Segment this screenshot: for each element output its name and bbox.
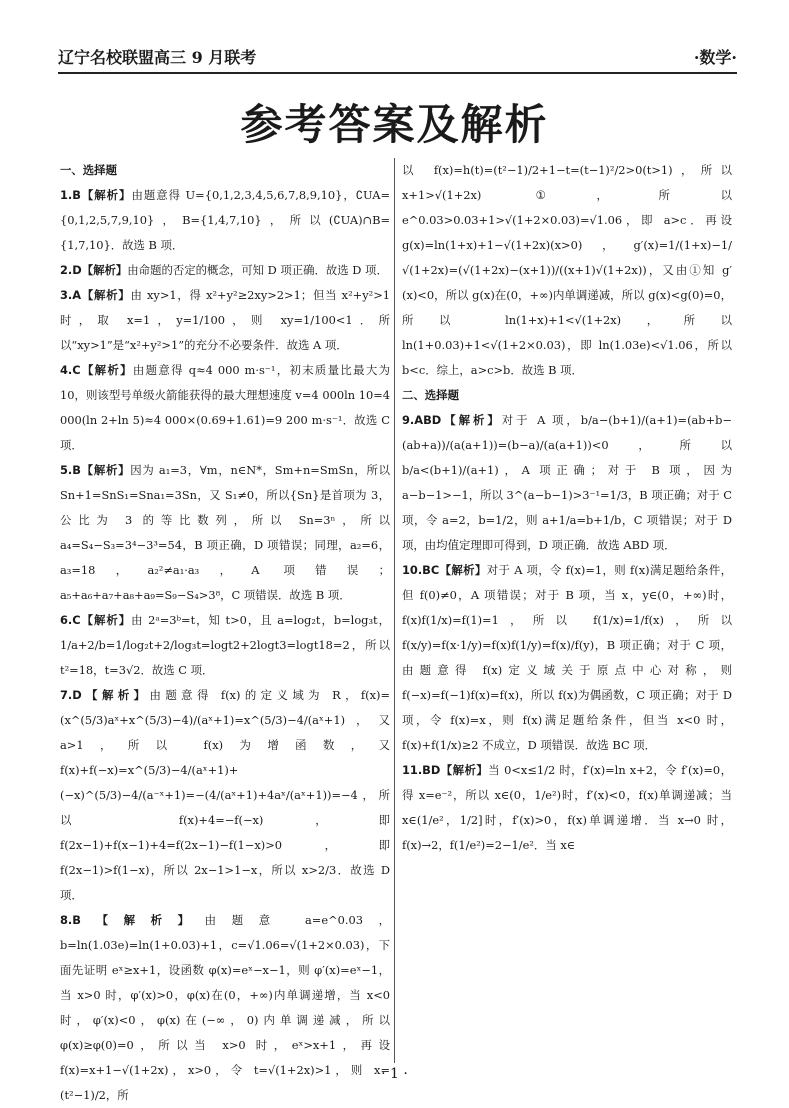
- answer-text: 以 f(x)=h(t)=(t²−1)/2+1−t=(t−1)²/2>0(t>1)，所以 x+1>√(1+2x) ①，所以 e^0.03>0.03+1>√(1+2×0.03)=√1.06，即 a>c．再设 g(x)=ln(1+x)+1−√(1+2x)(x>0)，g′(x)=1/(1+x)−1/√(1+2x)=(√(1+2x)−(x+1))/((x+1)√(1+2x))，又由①知 g′(x)<0，所以 g(x)在(0，+∞)内单调递减，所以 g(x)<g(0)=0，所以 ln(1+x)+1<√(1+2x)，所以 ln(1+0.03)+1<√(1+2×0.03)，即 ln(1.03e)<√1.06，所以 b<c．综上，a>c>b．故选 B 项．: [402, 163, 732, 377]
- answer-number: 6.C【解析】: [60, 613, 132, 627]
- answer-text: 由题意 a=e^0.03，b=ln(1.03e)=ln(1+0.03)+1，c=√1.06=√(1+2×0.03)，下面先证明 eˣ≥x+1，设函数 φ(x)=eˣ−x−1，则 φ′(x)=eˣ−1，当 x>0 时，φ′(x)>0，φ(x)在(0，+∞)内单调递增，当 x<0 时，φ′(x)<0，φ(x)在(−∞，0)内单调递减，所以 φ(x)≥φ(0)=0，所以当 x>0 时，eˣ>x+1，再设 f(x)=x+1−√(1+2x)，x>0，令 t=√(1+2x)>1，则 x=(t²−1)/2，所: [60, 913, 391, 1102]
- answer-text: 对于 A 项，令 f(x)=1，则 f(x)满足题给条件，但 f(0)≠0，A 项错误；对于 B 项，当 x，y∈(0，+∞)时，f(x)f(1/x)=f(1)=1，所以 f(1/x)=1/f(x)，所以 f(x/y)=f(x·1/y)=f(x)f(1/y)=f(x)/f(y)，B 项正确；对于 C 项，由题意得 f(x)定义域关于原点中心对称，则 f(−x)=f(−1)f(x)=f(x)，所以 f(x)为偶函数，C 项正确；对于 D 项，令 f(x)=x，则 f(x)满足题给条件，但当 x<0 时，f(x)+f(1/x)≥2 不成立，D 项错误．故选 BC 项．: [402, 563, 732, 752]
- answer-item: [402, 408, 732, 558]
- answer-text: 对于 A 项，b/a−(b+1)/(a+1)=(ab+b−(ab+a))/(a(a+1))=(b−a)/(a(a+1))<0，所以 b/a<(b+1)/(a+1)，A 项正确；对于 B 项，因为 a−b−1>−1，所以 3^(a−b−1)>3⁻¹=1/3，B 项正确；对于 C 项，令 a=2，b=1/2，则 a+1/a=b+1/b，C 项错误；对于 D 项，由均值定理即可得到，D 项正确．故选 ABD 项．: [402, 413, 732, 552]
- answer-number: 4.C【解析】: [60, 363, 133, 377]
- answer-item: [60, 358, 390, 458]
- answer-number: 8.B【解析】: [60, 913, 205, 927]
- answer-text: 由命题的否定的概念，可知 D 项正确．故选 D 项．: [127, 263, 388, 277]
- answer-text: 因为 a₁=3，∀m，n∈N*，Sm+n=SmSn，所以 Sn+1=SnS₁=Sna₁=3Sn，又 S₁≠0，所以{Sn}是首项为 3，公比为 3 的等比数列，所以 Sn=3ⁿ，所以 a₄=S₄−S₃=3⁴−3³=54，B 项正确，D 项错误；同理，a₂=6，a₃=18，a₂²≠a₁·a₃，A 项错误；a₅+a₆+a₇+a₈+a₉=S₉−S₄>3⁸，C 项错误．故选 B 项．: [60, 463, 391, 602]
- answer-item: [60, 683, 390, 908]
- section-heading: 一、选择题: [60, 163, 117, 177]
- answer-number: 10.BC【解析】: [402, 563, 487, 577]
- answer-item: [60, 458, 390, 608]
- answer-text: 当 0<x≤1/2 时，f′(x)=ln x+2，令 f′(x)=0，得 x=e⁻²，所以 x∈(0，1/e²)时，f′(x)<0，f(x)单调递减；当 x∈(1/e²，1/2]时，f′(x)>0，f(x)单调递增．当 x→0 时，f(x)→2，f(1/e²)=2−1/e²．当 x∈: [402, 763, 732, 852]
- left-column: [60, 158, 390, 1108]
- answer-number: 11.BD【解析】: [402, 763, 489, 777]
- answer-item: [402, 758, 732, 858]
- answer-text: 由题意得 q≈4 000 m·s⁻¹，初末质量比最大为 10，则该型号单级火箭能获得的最大理想速度 v=4 000ln 10=4 000(ln 2+ln 5)≈4 000×(0.69+1.61)=9 200 m·s⁻¹．故选 C 项．: [60, 363, 390, 452]
- answer-item: [60, 283, 390, 358]
- header-subject: ·数学·: [693, 48, 737, 67]
- header-exam-name: 辽宁名校联盟高三 9 月联考: [58, 48, 257, 67]
- answer-item: [60, 183, 390, 258]
- page-number: · 1 ·: [381, 1066, 408, 1082]
- section-heading: 二、选择题: [402, 388, 459, 402]
- answer-item: [60, 258, 390, 283]
- answer-item: [60, 608, 390, 683]
- page-title: 参考答案及解析: [240, 100, 549, 149]
- answer-text: 由 2ᵃ=3ᵇ=t，知 t>0，且 a=log₂t，b=log₃t，1/a+2/b=1/log₂t+2/log₃t=logt2+2logt3=logt18=2，所以 t²=18，t=3√2．故选 C 项．: [60, 613, 390, 677]
- answer-number: 7.D【解析】: [60, 688, 150, 702]
- answer-number: 5.B【解析】: [60, 463, 131, 477]
- answer-number: 9.ABD【解析】: [402, 413, 502, 427]
- answer-number: 3.A【解析】: [60, 288, 131, 302]
- answer-text: 由题意得 f(x)的定义域为 R，f(x)=(x^(5/3)aˣ+x^(5/3)−4)/(aˣ+1)=x^(5/3)−4/(aˣ+1)，又 a>1，所以 f(x)为增函数，又 f(x)+f(−x)=x^(5/3)−4/(aˣ+1)+(−x)^(5/3)−4/(a⁻ˣ+1)=−(4/(aˣ+1)+4aˣ/(aˣ+1))=−4，所以 f(x)+4=−f(−x)，即 f(2x−1)+f(x−1)+4=f(2x−1)−f(1−x)>0，即 f(2x−1)>f(1−x)，所以 2x−1>1−x，所以 x>2/3．故选 D 项．: [60, 688, 390, 902]
- answer-number: 2.D【解析】: [60, 263, 128, 277]
- answer-item: [402, 558, 732, 758]
- answer-text: 由题意得 U={0,1,2,3,4,5,6,7,8,9,10}，∁UA={0,1,2,5,7,9,10}，B={1,4,7,10}，所以(∁UA)∩B={1,7,10}．故选 B 项．: [60, 188, 390, 252]
- page-header: [58, 38, 737, 74]
- right-column: [402, 158, 732, 858]
- column-divider: [394, 158, 395, 1063]
- answer-number: 1.B【解析】: [60, 188, 132, 202]
- answer-text: 由 xy>1，得 x²+y²≥2xy>2>1；但当 x²+y²>1 时，取 x=1，y=1/100，则 xy=1/100<1．所以“xy>1”是“x²+y²>1”的充分不必要条件．故选 A 项．: [60, 288, 390, 352]
- answer-item: [402, 158, 732, 383]
